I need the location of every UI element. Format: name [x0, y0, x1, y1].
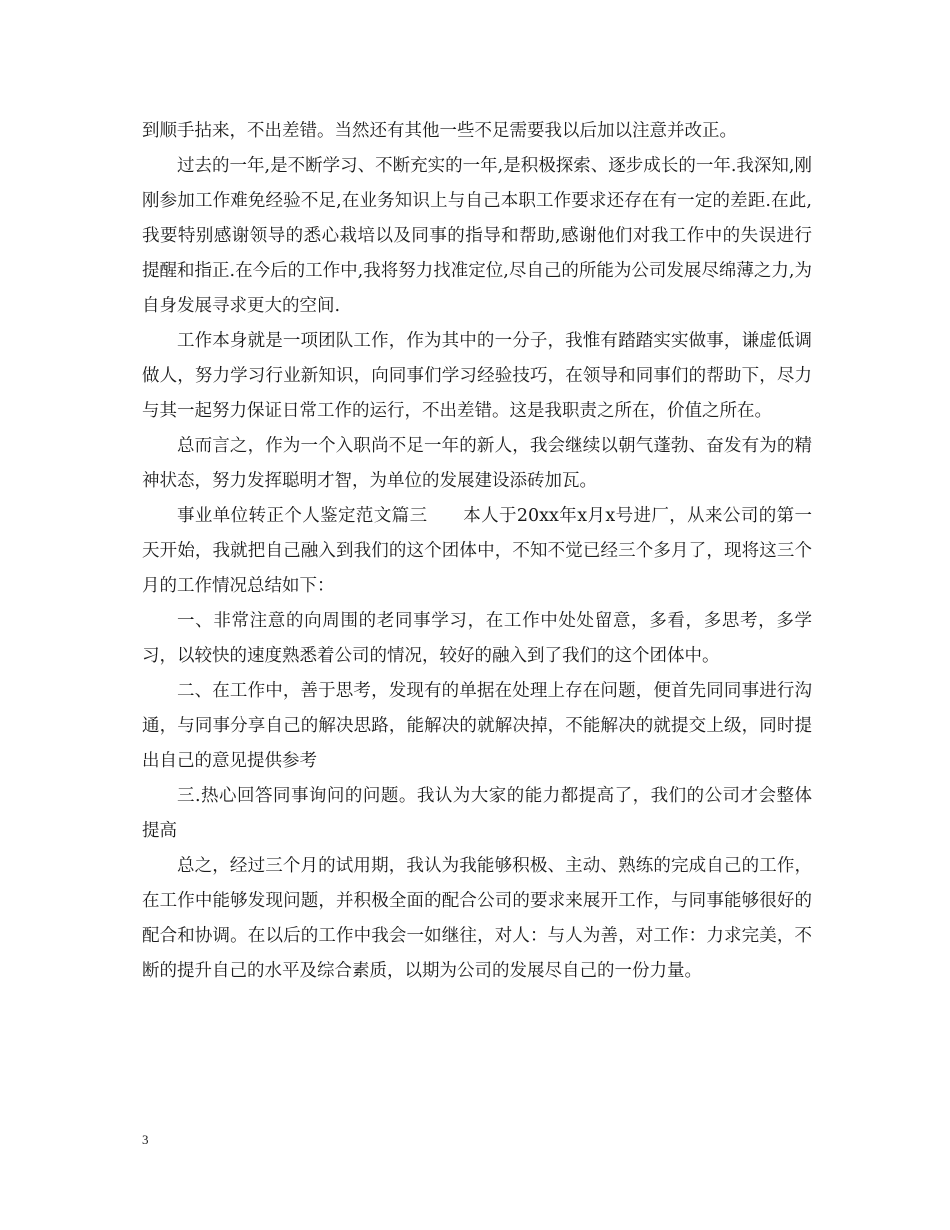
paragraph-sample-three: 事业单位转正个人鉴定范文篇三 本人于20xx年x月x号进厂，从来公司的第一天开始，我就把自己融入到我们的这个团体中，不知不觉已经三个多月了，现将这三个月的工作情况总结如下： [142, 506, 812, 596]
paragraph-point-three: 三.热心回答同事询问的问题。我认为大家的能力都提高了，我们的公司才会整体提高 [142, 786, 812, 841]
paragraph-conclusion: 总之，经过三个月的试用期，我认为我能够积极、主动、熟练的完成自己的工作，在工作中能够发现问题，并积极全面的配合公司的要求来展开工作，与同事能够很好的配合和协调。在以后的工作中我会一如继往，对人：与人为善，对工作：力求完美，不断的提升自己的水平及综合素质，以期为公司的发展尽自己的一份力量。 [142, 856, 812, 981]
paragraph-summary: 总而言之，作为一个入职尚不足一年的新人，我会继续以朝气蓬勃、奋发有为的精神状态，努力发挥聪明才智，为单位的发展建设添砖加瓦。 [142, 436, 812, 491]
paragraph-teamwork: 工作本身就是一项团队工作，作为其中的一分子，我惟有踏踏实实做事，谦虚低调做人，努力学习行业新知识，向同事们学习经验技巧，在领导和同事们的帮助下，尽力与其一起努力保证日常工作的运行，不出差错。这是我职责之所在，价值之所在。 [142, 331, 812, 421]
document-body [142, 114, 812, 989]
paragraph-continuation: 到顺手拈来，不出差错。当然还有其他一些不足需要我以后加以注意并改正。 [142, 121, 737, 141]
paragraph-point-two: 二、在工作中，善于思考，发现有的单据在处理上存在问题，便首先同同事进行沟通，与同事分享自己的解决思路，能解决的就解决掉，不能解决的就提交上级，同时提出自己的意见提供参考 [142, 681, 812, 771]
paragraph-past-year: 过去的一年,是不断学习、不断充实的一年,是积极探索、逐步成长的一年.我深知,刚刚参加工作难免经验不足,在业务知识上与自己本职工作要求还存在有一定的差距.在此,我要特别感谢领导的悉心栽培以及同事的指导和帮助,感谢他们对我工作中的失误进行提醒和指正.在今后的工作中,我将努力找准定位,尽自己的所能为公司发展尽绵薄之力,为自身发展寻求更大的空间. [142, 156, 812, 316]
page-number: 3 [142, 1132, 149, 1147]
paragraph-point-one: 一、非常注意的向周围的老同事学习，在工作中处处留意，多看，多思考，多学习，以较快的速度熟悉着公司的情况，较好的融入到了我们的这个团体中。 [142, 611, 812, 666]
